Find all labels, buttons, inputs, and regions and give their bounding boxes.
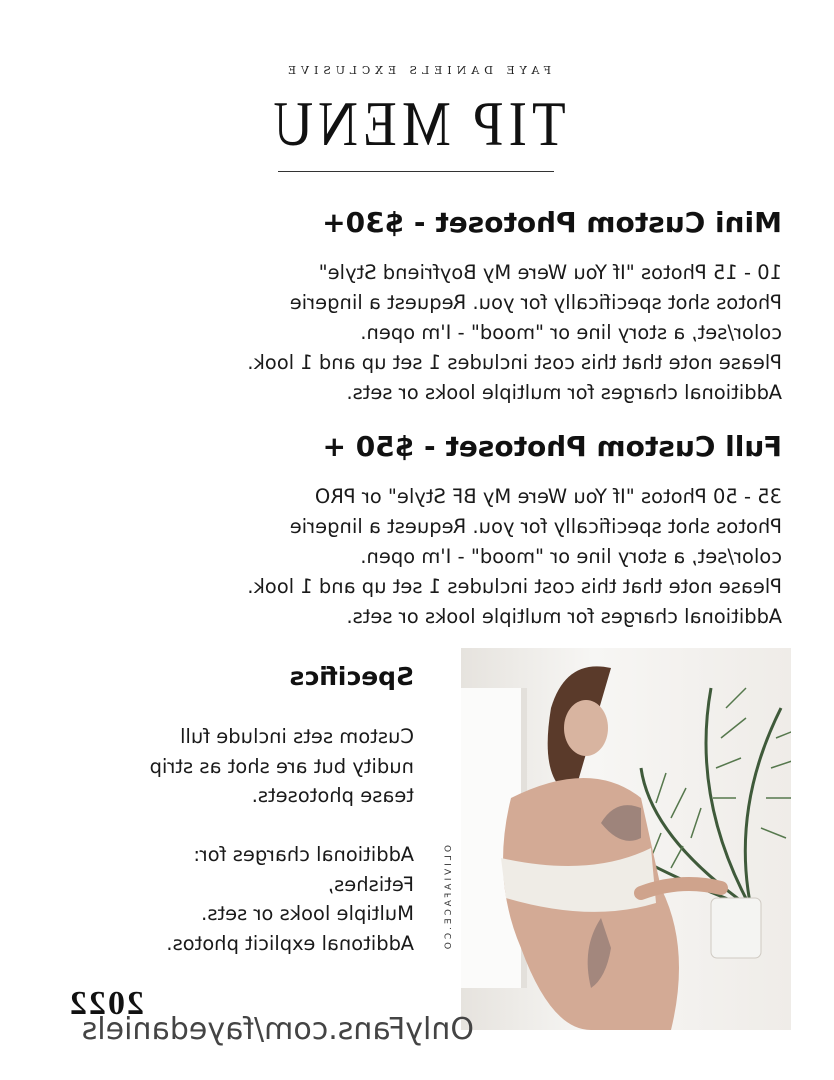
photo-illustration — [461, 648, 791, 1030]
full-photoset-description: 35 - 50 Photos "If You Were My BF Style" or PRO Photos shot specifically for you. Request a lingerie color/set, a story line or "mood" - I'm open. Please note that this cost includes 1 set up and 1 look. Additional charges for multiple looks or sets. — [247, 485, 782, 628]
onlyfans-link[interactable]: OnlyFans.com/fayedaniels — [81, 1012, 474, 1047]
full-photoset-heading: Full Custom Photoset - $50 + — [322, 430, 782, 463]
palm-leaflets-icon — [636, 688, 791, 868]
specifics-description: Custom sets include full nudity but are shot as strip tease photosets. Additional charges for: Fetishes, Multiple looks or sets. Additonal explicit photos. — [149, 725, 414, 955]
title-divider — [278, 171, 554, 172]
arm-shape — [641, 884, 721, 893]
specifics-heading: Specifics — [289, 662, 414, 691]
mini-photoset-description: 10 - 15 Photos "If You Were My Boyfriend Style" Photos shot specifically for you. Request a lingerie color/set, a story line or "mood" - I'm open. Please note that this cost includes 1 set up and 1 look. Additional charges for multiple looks or sets. — [247, 261, 782, 404]
model-photo — [461, 648, 791, 1030]
year-label: 2022 — [68, 985, 144, 1022]
photo-credit: OLIVIAFACE.CO — [444, 845, 454, 953]
header-kicker: FAYE DANIELS EXCLUSIVE — [283, 64, 551, 77]
face-shape — [564, 700, 608, 756]
page-title: TIP MENU — [268, 88, 566, 159]
plant-pot-icon — [711, 898, 761, 958]
mini-photoset-heading: Mini Custom Photoset - $30+ — [322, 206, 782, 239]
